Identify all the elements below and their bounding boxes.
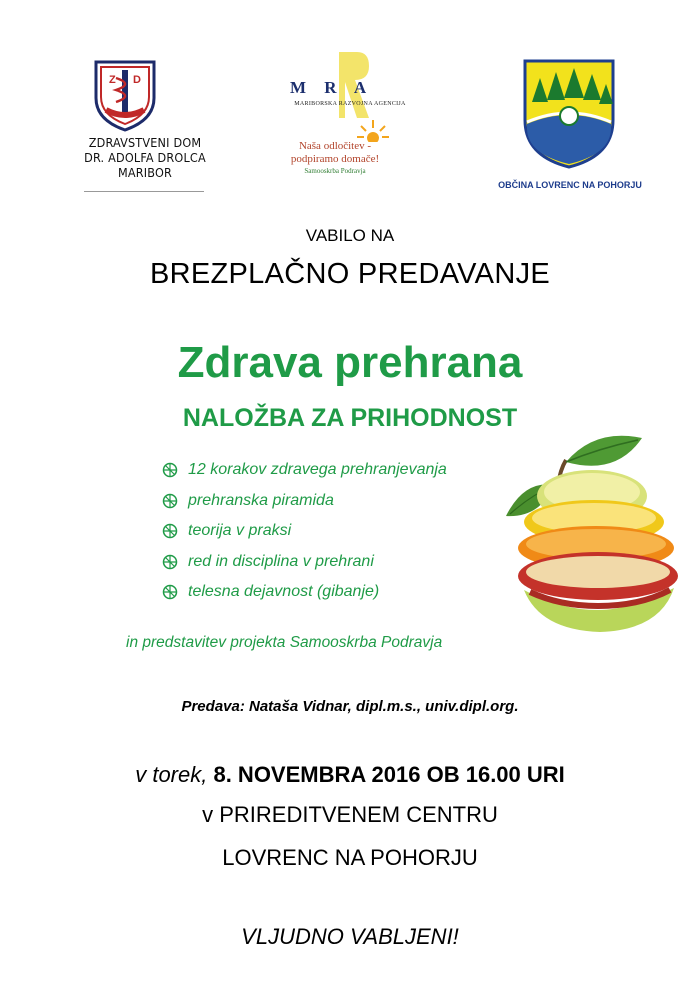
zd-line-3: MARIBOR: [117, 165, 173, 180]
mill-wheel-icon: [560, 107, 578, 125]
lecturer-line: Predava: Nataša Vidnar, dipl.m.s., univ.dipl.org.: [181, 698, 519, 715]
topic-text: 12 korakov zdravega prehranjevanja: [188, 461, 447, 479]
topic-text: red in disciplina v prehrani: [188, 552, 374, 570]
mra-agency-name: MARIBORSKA RAZVOJNA AGENCIJA: [294, 101, 406, 107]
event-venue-line-1: v PRIREDITVENEM CENTRU: [202, 802, 498, 827]
zd-emblem-letter-z: Z: [109, 74, 116, 86]
sun-icon: [356, 118, 390, 142]
invite-heading: BREZPLAČNO PREDAVANJE: [149, 258, 551, 290]
zd-underline: [84, 191, 204, 192]
list-item: [162, 455, 447, 486]
zd-name: [80, 135, 210, 180]
coat-of-arms: [522, 58, 616, 170]
mra-letters: M R A: [290, 78, 374, 97]
ball-bullet-icon: [162, 584, 178, 600]
ball-bullet-icon: [162, 462, 178, 478]
mra-subtitle: Samooskrba Podravja: [304, 167, 366, 175]
list-item: [162, 547, 447, 578]
ball-bullet-icon: [162, 554, 178, 570]
event-datetime: 8. NOVEMBRA 2016 OB 16.00 URI: [213, 762, 565, 787]
lecture-title: Zdrava prehrana: [177, 338, 523, 387]
topics-list: [162, 455, 447, 608]
mra-slogan-line-1: Naša odločitev -: [298, 140, 372, 152]
list-item: [162, 577, 447, 608]
ball-bullet-icon: [162, 493, 178, 509]
ball-bullet-icon: [162, 523, 178, 539]
event-venue-line-2: LOVRENC NA POHORJU: [222, 845, 478, 870]
lecture-subtitle: NALOŽBA ZA PRIHODNOST: [182, 404, 518, 432]
zd-line-1: ZDRAVSTVENI DOM: [88, 135, 202, 150]
fruit-stack-illustration: [500, 430, 685, 635]
zd-line-2: DR. ADOLFA DROLCA: [84, 150, 206, 165]
topic-text: prehranska piramida: [188, 491, 334, 509]
event-date: [0, 762, 700, 788]
mra-slogan: [270, 140, 400, 166]
list-item: [162, 486, 447, 517]
zd-emblem: [92, 58, 158, 132]
project-presentation: in predstavitev projekta Samooskrba Podravja: [126, 634, 443, 651]
list-item: [162, 516, 447, 547]
topic-text: teorija v praksi: [188, 522, 292, 540]
event-day: v torek,: [135, 762, 214, 787]
zd-emblem-letter-d: D: [133, 74, 141, 86]
topic-text: telesna dejavnost (gibanje): [188, 583, 380, 601]
closing-text: VLJUDNO VABLJENI!: [241, 924, 459, 949]
invite-label: VABILO NA: [305, 226, 395, 245]
mra-slogan-line-2: podpiramo domače!: [290, 153, 380, 165]
obcina-caption: OBČINA LOVRENC NA POHORJU: [498, 180, 642, 190]
